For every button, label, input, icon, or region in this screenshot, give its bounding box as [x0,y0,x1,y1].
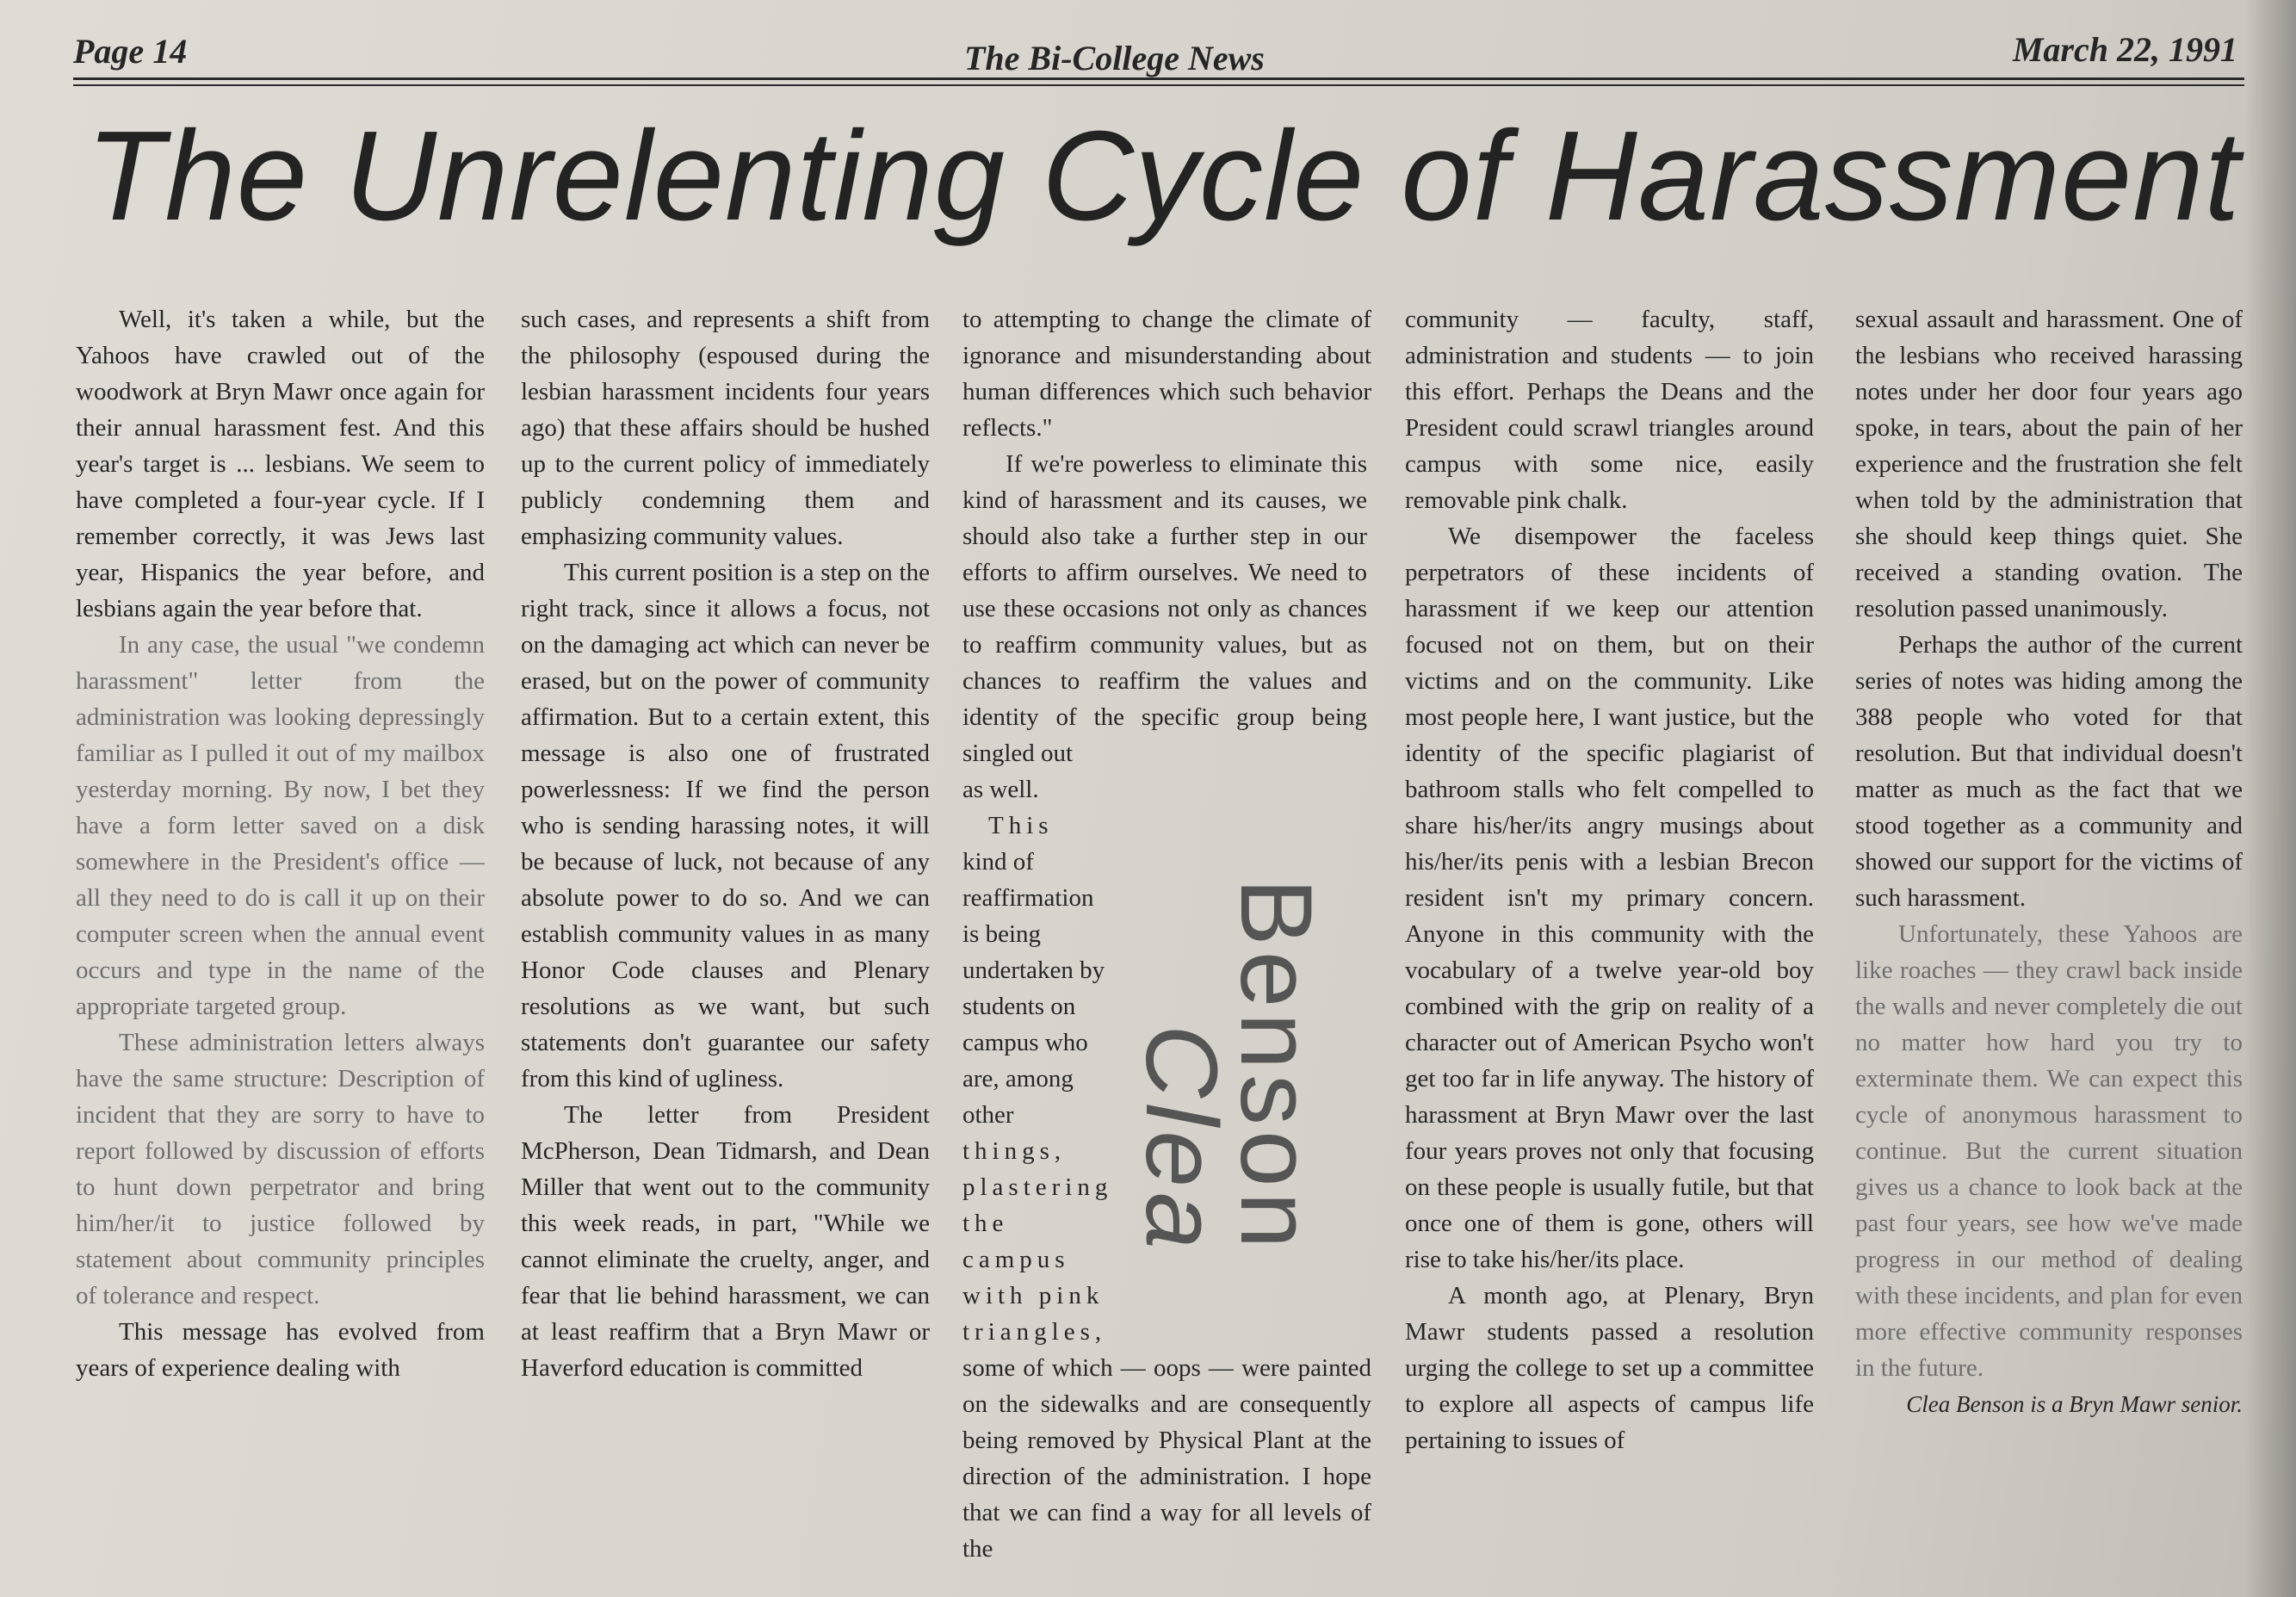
author-credit: Clea Benson is a Bryn Mawr senior. [1906,1391,2243,1417]
paragraph: This [988,812,1054,839]
paragraph: Perhaps the author of the current series of notes was hiding among the 388 people who voted for that resolution. But that individual doesn't matter as much as the fact that we stood together as a community and showed our support for the victims of such harassment. [1855,631,2243,912]
article-column-1 [76,301,485,1584]
byline-last-name: Benson [1219,878,1333,1254]
article-column-2 [521,301,930,1584]
byline-first-name: Clea [1124,1024,1238,1254]
paragraph: The letter from President McPherson, Dean Tidmarsh, and Dean Miller that went out to the community this week reads, in part, "While we cannot eliminate the cruelty, anger, and fear that lie behind harassment, we can at least reaffirm that a Bryn Mawr or Haverford education is committed [521,1101,930,1382]
paragraph: Unfortunately, these Yahoos are like roaches — they crawl back inside the walls and never completely die out no matter how hard you try to exterminate them. We can expect this cycle of anonymous harassment to continue. But the current situation gives us a chance to look back at the past four years, see how we've made progress in our method of dealing with these incidents, and plan for even more effective community responses in the future. [1855,920,2243,1382]
article-headline: The Unrelenting Cycle of Harassment [86,105,2241,247]
paragraph: A month ago, at Plenary, Bryn Mawr students passed a resolution urging the college to set up a committee to explore all aspects of campus life pertaining to issues of [1405,1282,1814,1454]
paragraph: such cases, and represents a shift from the philosophy (espoused during the lesbian harassment incidents four years ago) that these affairs should be hushed up to the current policy of immediately publicly condemning them and emphasizing community values. [521,306,930,550]
paragraph: Well, it's taken a while, but the Yahoos have crawled out of the woodwork at Bryn Mawr once again for their annual harassment fest. And this year's target is ... lesbians. We seem to have completed a four-year cycle. If I remember correctly, it was Jews last year, Hispanics the year before, and lesbians again the year before that. [76,306,485,622]
paragraph: This message has evolved from years of experience dealing with [76,1318,485,1382]
paragraph: community — faculty, staff, administration and students — to join this effort. Perhaps the Deans and the President could scrawl triangles around campus with some nice, easily removable pink chalk. [1405,306,1814,514]
paragraph: This current position is a step on the right track, since it allows a focus, not on the damaging act which can never be erased, but on the power of community affirmation. But to a certain extent, this message is also one of frustrated powerlessness: If we find the person who is sending harassing notes, it will be because of luck, not because of any absolute power to do so. And we can establish community values in as many Honor Code clauses and Plenary resolutions as we want, but such statements don't guarantee our safety from this kind of ugliness. [521,559,930,1093]
paragraph: to attempting to change the climate of ignorance and misunderstanding about human differences which such behavior reflects." [962,306,1371,442]
paragraph: sexual assault and harassment. One of the lesbians who received harassing notes under her door four years ago spoke, in tears, about the pain of her experience and the frustration she felt when told by the administration that she should keep things quiet. She received a standing ovation. The resolution passed unanimously. [1855,306,2243,622]
paragraph: If we're powerless to eliminate this kind of harassment and its causes, we should also take a further step in our efforts to affirm ourselves. We need to use these occasions not only as chances to reaffirm community values, but as chances to reaffirm the values and identity of the specific group being singled out [962,450,1367,767]
byline [1124,826,1395,1360]
paragraph: We disempower the faceless perpetrators of these incidents of harassment if we keep our attention focused not on them, but on their victims and on the community. Like most people here, I want justice, but the identity of the specific plagiarist of bathroom stalls who felt compelled to share his/her/its angry musings about his/her/its penis with a lesbian Brecon resident isn't my primary concern. Anyone in this community with the vocabulary of a twelve year-old boy combined with the grip on reality of a character out of American Psycho won't get too far in life anyway. The history of harassment at Bryn Mawr over the last four years proves not only that focusing on these people is usually futile, but that once one of them is gone, others will rise to take his/her/its place. [1405,523,1814,1273]
paragraph: In any case, the usual "we condemn harassment" letter from the administration was looking depressingly familiar as I pulled it out of my mailbox yesterday morning. By now, I bet they have a form letter saved on a disk somewhere in the President's office — all they need to do is call it up on their computer screen when the annual event occurs and type in the name of the appropriate targeted group. [76,631,485,1020]
paragraph: These administration letters always have the same structure: Description of incident that they are sorry to have to report followed by discussion of efforts to hunt down perpetrator and bring him/her/it to justice followed by statement about community principles of tolerance and respect. [76,1029,485,1309]
masthead-rule-bottom [73,84,2244,86]
paragraph: things, plastering the campus with pink triangles, [962,1137,1113,1346]
newspaper-name: The Bi-College News [964,39,1265,77]
masthead-rule-top [73,77,2244,80]
article-column-4 [1405,301,1814,1584]
article-column-5 [1855,301,2243,1584]
paragraph: as well. [962,776,1039,803]
issue-date: March 22, 1991 [2012,30,2237,69]
page-number: Page 14 [73,32,188,71]
paragraph: kind of reaffirmation is being undertaken by students on campus who are, among other [962,848,1105,1129]
paragraph: some of which — oops — were painted on the sidewalks and are consequently being removed by Physical Plant at the direction of the administration. I hope that we can find a way for all levels of the [962,1354,1371,1563]
